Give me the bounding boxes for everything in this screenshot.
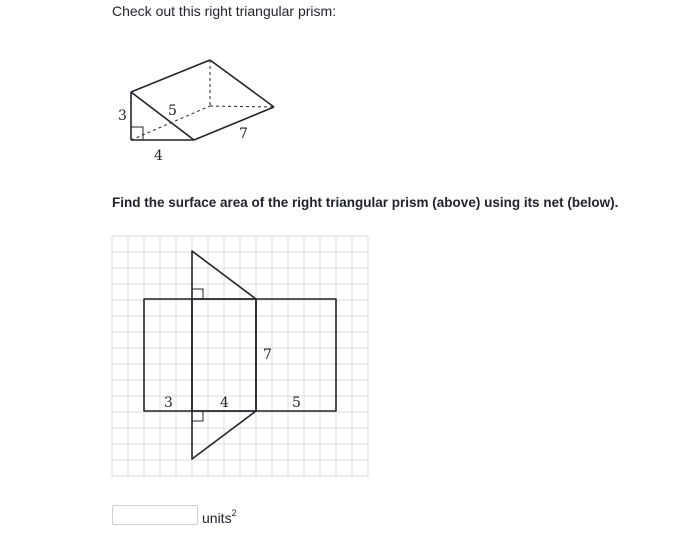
front-hypotenuse-edge xyxy=(131,92,194,140)
top-edge xyxy=(131,60,210,92)
net-label-7: 7 xyxy=(263,347,272,363)
units-text: units xyxy=(202,509,232,526)
prism-label-base: 4 xyxy=(154,148,163,164)
answer-row xyxy=(112,504,237,526)
net-label-3: 3 xyxy=(164,395,173,411)
prism-label-height: 3 xyxy=(118,108,127,124)
net-label-4: 4 xyxy=(220,395,229,411)
back-slope-edge xyxy=(210,60,274,107)
right-angle-marker-top xyxy=(192,289,203,299)
bottom-right-edge xyxy=(194,107,274,140)
units-exponent: 2 xyxy=(231,507,237,518)
right-angle-marker xyxy=(131,127,143,140)
question-text: Find the surface area of the right triangular prism (above) using its net (below). xyxy=(112,195,619,210)
prism-figure xyxy=(100,50,300,180)
net-figure xyxy=(110,234,370,478)
intro-text: Check out this right triangular prism: xyxy=(112,3,337,19)
net-label-5: 5 xyxy=(292,395,301,411)
units-label xyxy=(202,504,237,527)
hidden-edge-back-base xyxy=(210,106,274,107)
answer-input[interactable] xyxy=(112,505,198,525)
prism-label-hypotenuse: 5 xyxy=(168,103,177,119)
prism-label-length: 7 xyxy=(239,126,248,142)
grid-background xyxy=(112,236,368,478)
